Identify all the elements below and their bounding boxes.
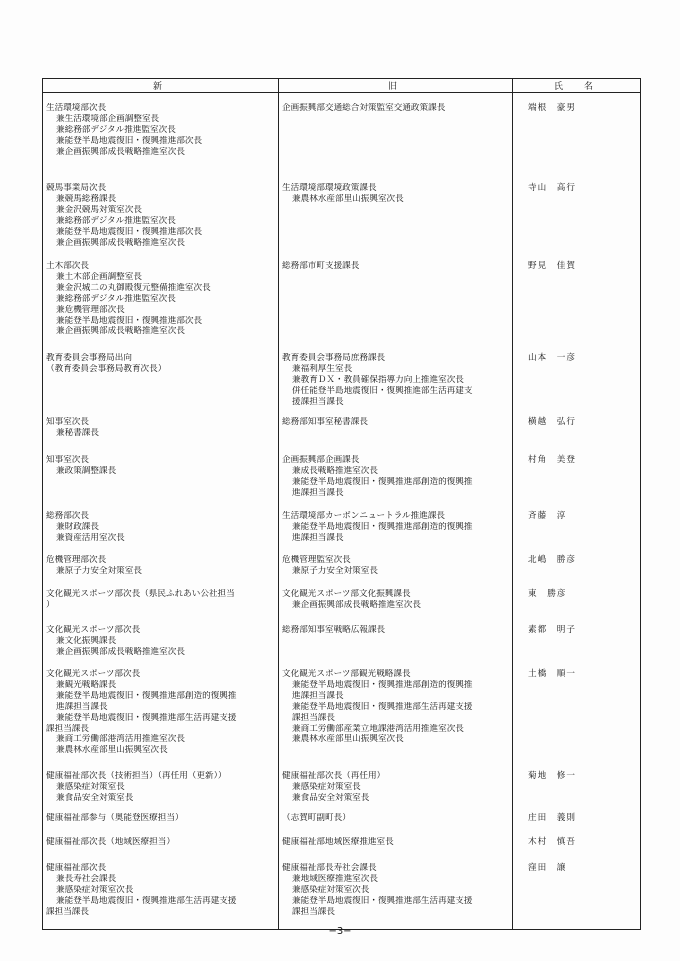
old-post-line: （志賀町副町長） bbox=[282, 813, 351, 823]
person-name: 村角 美登 bbox=[528, 455, 576, 465]
old-post-line: 進課担当課長 bbox=[292, 690, 344, 701]
new-post-line: 兼観光戦略課長 bbox=[56, 679, 117, 690]
table-row bbox=[43, 771, 641, 813]
new-post-line: 兼食品安全対策室長 bbox=[56, 792, 134, 803]
person-name: 野見 佳賀 bbox=[528, 261, 576, 271]
cell-old bbox=[279, 625, 513, 669]
header-name: 氏 名 bbox=[513, 79, 641, 93]
old-post-line: 総務部知事室秘書課長 bbox=[282, 417, 368, 427]
new-post-line: 健康福祉部次長 bbox=[46, 863, 107, 873]
old-post-line: 兼能登半島地震復旧・復興推進部創造的復興推 bbox=[292, 679, 473, 690]
table-row bbox=[43, 555, 641, 589]
person-name: 寺山 高行 bbox=[528, 183, 576, 193]
person-name: 東 勝彦 bbox=[528, 589, 567, 599]
new-post-line: 課担当課長 bbox=[46, 906, 89, 917]
cell-name bbox=[513, 669, 641, 771]
cell-old bbox=[279, 511, 513, 555]
new-post-line: 兼危機管理部次長 bbox=[56, 304, 125, 315]
old-post-line: 生活環境部カーボンニュートラル推進課長 bbox=[282, 511, 446, 521]
new-post-line: 総務部次長 bbox=[46, 511, 89, 521]
new-post-line: 健康福祉部次長（地域医療担当） bbox=[46, 837, 175, 847]
new-post-line: 兼金沢競馬対策室次長 bbox=[56, 204, 142, 215]
table-row bbox=[43, 813, 641, 837]
cell-new bbox=[43, 813, 279, 837]
old-post-line: 企画振興部企画課長 bbox=[282, 455, 360, 465]
old-post-line: 兼地域医療推進室次長 bbox=[292, 873, 378, 884]
new-post-line: 兼財政課長 bbox=[56, 521, 99, 532]
new-post-line: 兼金沢城二の丸御殿復元整備推進室次長 bbox=[56, 282, 211, 293]
cell-name bbox=[513, 813, 641, 837]
new-post-line: 教育委員会事務局出向 bbox=[46, 353, 132, 363]
person-name: 土橋 順一 bbox=[528, 669, 576, 679]
new-post-line: 進課担当課長 bbox=[56, 701, 108, 712]
new-post-line: 兼秘書課長 bbox=[56, 427, 99, 438]
new-post-line: 兼長寿社会課長 bbox=[56, 873, 117, 884]
cell-new bbox=[43, 863, 279, 930]
person-name: 斉藤 淳 bbox=[528, 511, 567, 521]
table-body bbox=[43, 93, 641, 930]
header-old: 旧 bbox=[279, 79, 513, 93]
cell-old bbox=[279, 771, 513, 813]
old-post-line: 兼企画振興部成長戦略推進室次長 bbox=[292, 599, 421, 610]
new-post-line: 兼能登半島地震復旧・復興推進部次長 bbox=[56, 135, 203, 146]
old-post-line: 兼能登半島地震復旧・復興推進部生活再建支援 bbox=[292, 895, 473, 906]
old-post-line: 兼感染症対策室長 bbox=[292, 781, 361, 792]
new-post-line: 兼能登半島地震復旧・復興推進部創造的復興推 bbox=[56, 690, 237, 701]
new-post-line: 兼総務部デジタル推進監室次長 bbox=[56, 293, 176, 304]
old-post-line: 教育委員会事務局庶務課長 bbox=[282, 353, 386, 363]
cell-old bbox=[279, 863, 513, 930]
cell-old bbox=[279, 555, 513, 589]
new-post-line: 土木部次長 bbox=[46, 261, 89, 271]
cell-new bbox=[43, 625, 279, 669]
old-post-line: 生活環境部環境政策課長 bbox=[282, 183, 377, 193]
cell-old bbox=[279, 589, 513, 625]
new-post-line: 兼能登半島地震復旧・復興推進部次長 bbox=[56, 226, 203, 237]
cell-old bbox=[279, 93, 513, 184]
new-post-line: 課担当課長 bbox=[46, 723, 89, 734]
new-post-line: 文化観光スポーツ部次長 bbox=[46, 625, 141, 635]
cell-new bbox=[43, 669, 279, 771]
person-name: 北嶋 勝彦 bbox=[528, 555, 576, 565]
new-post-line: 兼企画振興部成長戦略推進室次長 bbox=[56, 326, 185, 337]
table-row bbox=[43, 837, 641, 863]
old-post-line: 危機管理監室次長 bbox=[282, 555, 351, 565]
personnel-table bbox=[42, 78, 641, 930]
new-post-line: 生活環境部次長 bbox=[46, 103, 107, 113]
cell-old bbox=[279, 813, 513, 837]
cell-old bbox=[279, 455, 513, 511]
new-post-line: 兼政策調整課長 bbox=[56, 465, 117, 476]
old-post-line: 兼感染症対策室次長 bbox=[292, 884, 370, 895]
table-row bbox=[43, 589, 641, 625]
old-post-line: 兼教育ＤＸ・教員確保指導力向上推進室次長 bbox=[292, 374, 464, 385]
cell-old bbox=[279, 183, 513, 261]
old-post-line: 援課担当課長 bbox=[292, 396, 344, 407]
table-row bbox=[43, 863, 641, 930]
cell-name bbox=[513, 837, 641, 863]
old-post-line: 兼成長戦略推進室次長 bbox=[292, 465, 378, 476]
cell-new bbox=[43, 93, 279, 184]
cell-new bbox=[43, 511, 279, 555]
new-post-line: 兼感染症対策室長 bbox=[56, 781, 125, 792]
cell-old bbox=[279, 837, 513, 863]
cell-new bbox=[43, 455, 279, 511]
new-post-line: 兼文化振興課長 bbox=[56, 635, 117, 646]
person-name: 菊地 修一 bbox=[528, 771, 576, 781]
old-post-line: 兼能登半島地震復旧・復興推進部生活再建支援 bbox=[292, 701, 473, 712]
old-post-line: 課担当課長 bbox=[292, 906, 335, 917]
new-post-line: 兼競馬総務課長 bbox=[56, 193, 117, 204]
old-post-line: 兼商工労働部産業立地課港湾活用推進室次長 bbox=[292, 723, 464, 734]
cell-old bbox=[279, 417, 513, 455]
table-row bbox=[43, 455, 641, 511]
cell-new bbox=[43, 771, 279, 813]
person-name: 木村 慎吾 bbox=[528, 837, 576, 847]
old-post-line: 健康福祉部地域医療推進室長 bbox=[282, 837, 394, 847]
new-post-line: 兼能登半島地震復旧・復興推進部生活再建支援 bbox=[56, 895, 237, 906]
old-post-line: 健康福祉部次長（再任用） bbox=[282, 771, 386, 781]
cell-old bbox=[279, 669, 513, 771]
cell-new bbox=[43, 183, 279, 261]
person-name: 窪田 譲 bbox=[528, 863, 567, 873]
old-post-line: 企画振興部交通総合対策監室交通政策課長 bbox=[282, 103, 446, 113]
new-post-line: 危機管理部次長 bbox=[46, 555, 107, 565]
header-new: 新 bbox=[43, 79, 279, 93]
old-post-line: 併任能登半島地震復旧・復興推進部生活再建支 bbox=[292, 385, 473, 396]
new-post-line: 兼商工労働部港湾活用推進室次長 bbox=[56, 734, 185, 745]
person-name: 横越 弘行 bbox=[528, 417, 576, 427]
old-post-line: 健康福祉部長寿社会課長 bbox=[282, 863, 377, 873]
old-post-line: 兼食品安全対策室長 bbox=[292, 792, 370, 803]
old-post-line: 進課担当課長 bbox=[292, 487, 344, 498]
table-row bbox=[43, 183, 641, 261]
cell-name bbox=[513, 93, 641, 184]
table-row bbox=[43, 511, 641, 555]
table-row bbox=[43, 93, 641, 184]
old-post-line: 文化観光スポーツ部観光戦略課長 bbox=[282, 669, 411, 679]
new-post-line: 競馬事業局次長 bbox=[46, 183, 107, 193]
cell-old bbox=[279, 261, 513, 353]
cell-new bbox=[43, 837, 279, 863]
cell-name bbox=[513, 771, 641, 813]
cell-name bbox=[513, 261, 641, 353]
cell-new bbox=[43, 555, 279, 589]
cell-name bbox=[513, 625, 641, 669]
old-post-line: 文化観光スポーツ部文化振興課長 bbox=[282, 589, 411, 599]
cell-name bbox=[513, 353, 641, 417]
table-row bbox=[43, 353, 641, 417]
cell-name bbox=[513, 417, 641, 455]
old-post-line: 兼福利厚生室長 bbox=[292, 363, 353, 374]
new-post-line: 知事室次長 bbox=[46, 417, 89, 427]
old-post-line: 進課担当課長 bbox=[292, 532, 344, 543]
cell-new bbox=[43, 261, 279, 353]
new-post-line: （教育委員会事務局教育次長） bbox=[46, 363, 167, 374]
new-post-line: 兼資産活用室次長 bbox=[56, 532, 125, 543]
new-post-line: 健康福祉部参与（奥能登医療担当） bbox=[46, 813, 184, 823]
old-post-line: 総務部市町支援課長 bbox=[282, 261, 360, 271]
person-name: 端根 豪男 bbox=[528, 103, 576, 113]
cell-new bbox=[43, 417, 279, 455]
old-post-line: 総務部知事室戦略広報課長 bbox=[282, 625, 386, 635]
new-post-line: 兼企画振興部成長戦略推進室次長 bbox=[56, 646, 185, 657]
old-post-line: 兼能登半島地震復旧・復興推進部創造的復興推 bbox=[292, 521, 473, 532]
cell-name bbox=[513, 455, 641, 511]
new-post-line: 知事室次長 bbox=[46, 455, 89, 465]
table-row bbox=[43, 261, 641, 353]
cell-name bbox=[513, 863, 641, 930]
old-post-line: 課担当課長 bbox=[292, 712, 335, 723]
person-name: 山本 一彦 bbox=[528, 353, 576, 363]
new-post-line: 兼企画振興部成長戦略推進室次長 bbox=[56, 146, 185, 157]
page-number: −3− bbox=[328, 926, 352, 937]
new-post-line: 文化観光スポーツ部次長（県民ふれあい公社担当 bbox=[46, 589, 235, 599]
new-post-line: 兼能登半島地震復旧・復興推進部次長 bbox=[56, 315, 203, 326]
new-post-line: 兼能登半島地震復旧・復興推進部生活再建支援 bbox=[56, 712, 237, 723]
cell-name bbox=[513, 183, 641, 261]
new-post-line: 兼原子力安全対策室長 bbox=[56, 565, 142, 576]
old-post-line: 兼農林水産部里山振興室次長 bbox=[292, 193, 404, 204]
old-post-line: 兼農林水産部里山振興室次長 bbox=[292, 734, 404, 745]
old-post-line: 兼原子力安全対策室長 bbox=[292, 565, 378, 576]
person-name: 素都 明子 bbox=[528, 625, 576, 635]
cell-name bbox=[513, 511, 641, 555]
table-header-row bbox=[43, 79, 641, 93]
table-row bbox=[43, 417, 641, 455]
old-post-line: 兼能登半島地震復旧・復興推進部創造的復興推 bbox=[292, 476, 473, 487]
table-row bbox=[43, 625, 641, 669]
cell-new bbox=[43, 353, 279, 417]
new-post-line: 健康福祉部次長（技術担当）（再任用（更新）） bbox=[46, 771, 227, 781]
new-post-line: 兼企画振興部成長戦略推進室次長 bbox=[56, 237, 185, 248]
new-post-line: 文化観光スポーツ部次長 bbox=[46, 669, 141, 679]
person-name: 庄田 義則 bbox=[528, 813, 576, 823]
new-post-line: 兼感染症対策室次長 bbox=[56, 884, 134, 895]
cell-name bbox=[513, 555, 641, 589]
new-post-line: 兼生活環境部企画調整室長 bbox=[56, 113, 160, 124]
cell-new bbox=[43, 589, 279, 625]
cell-old bbox=[279, 353, 513, 417]
table-row bbox=[43, 669, 641, 771]
new-post-line: 兼土木部企画調整室長 bbox=[56, 271, 142, 282]
new-post-line: ） bbox=[46, 599, 55, 610]
cell-name bbox=[513, 589, 641, 625]
new-post-line: 兼農林水産部里山振興室次長 bbox=[56, 745, 168, 756]
new-post-line: 兼総務部デジタル推進監室次長 bbox=[56, 215, 176, 226]
new-post-line: 兼総務部デジタル推進監室次長 bbox=[56, 124, 176, 135]
